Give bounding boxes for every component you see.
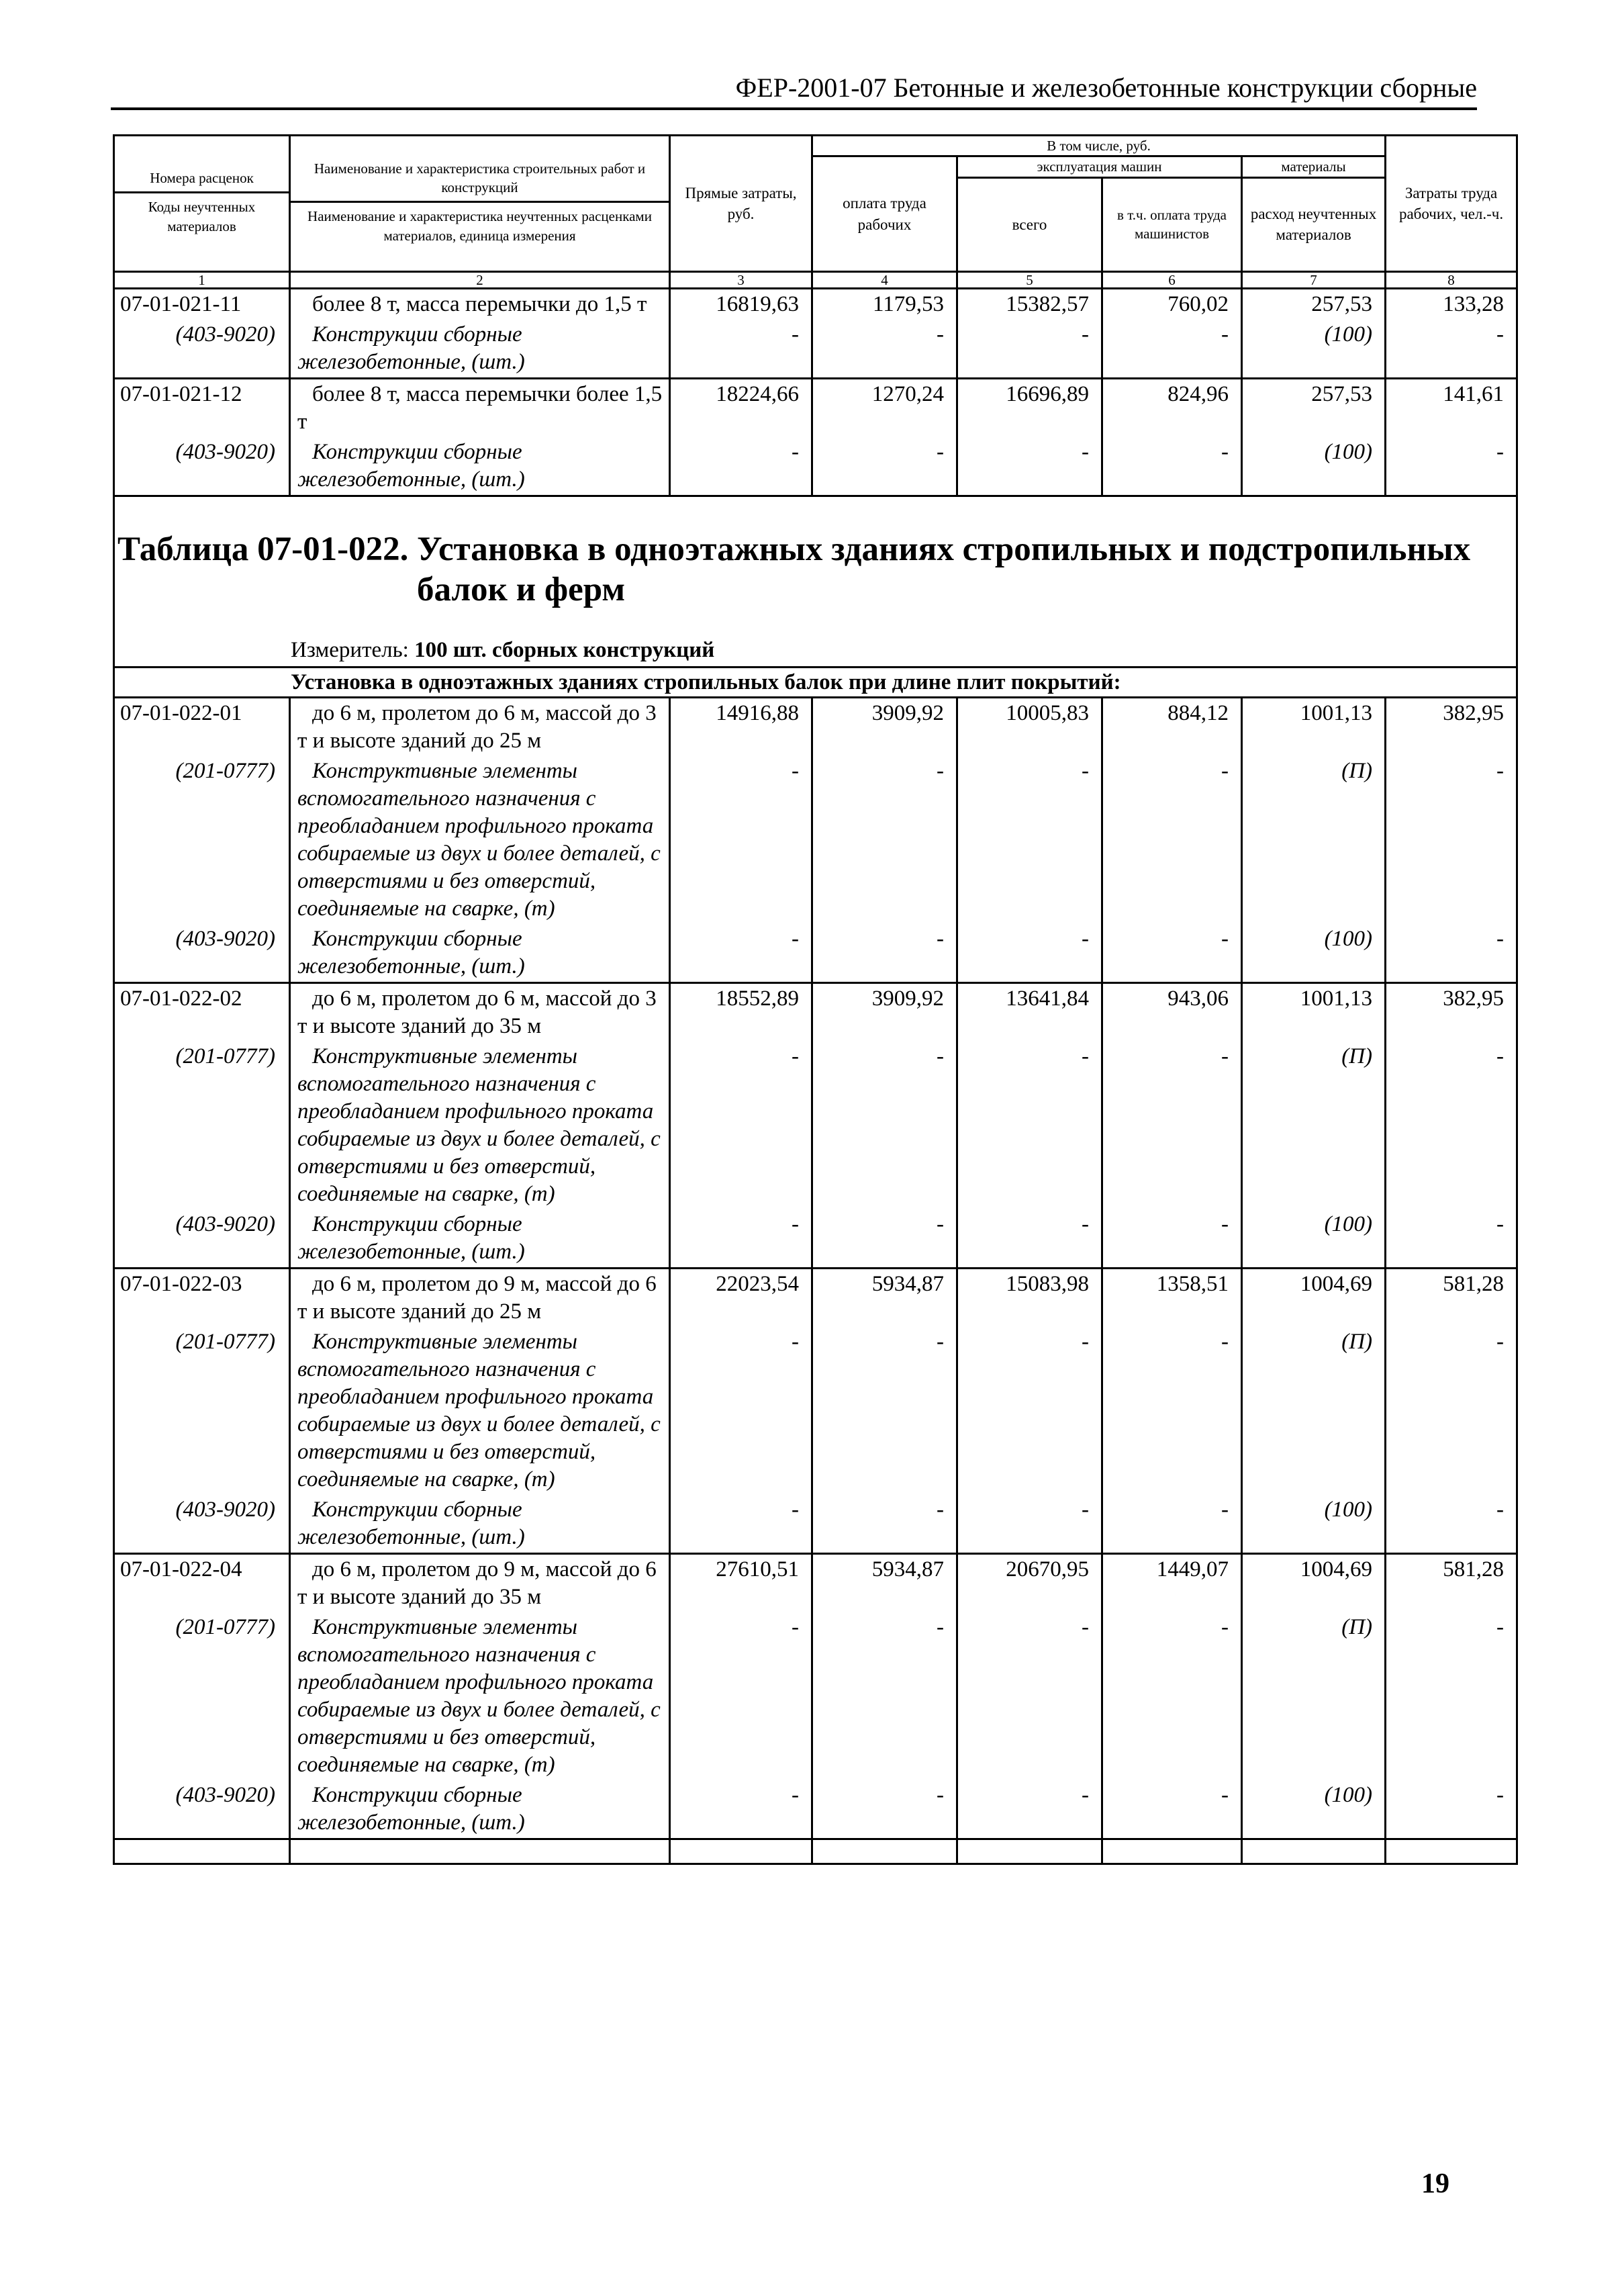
value-cell: - — [1102, 1780, 1242, 1839]
value-cell: - — [670, 1495, 812, 1554]
value-cell: - — [1386, 1495, 1517, 1554]
value-cell: - — [670, 1780, 812, 1839]
value-cell: - — [670, 756, 812, 924]
rate-description: до 6 м, пролетом до 6 м, массой до 3 т и высоте зданий до 35 м — [297, 986, 657, 1038]
value-cell: - — [1386, 1209, 1517, 1269]
rate-code: 07-01-021-12 — [114, 378, 290, 437]
table-row — [114, 1780, 1517, 1839]
value-cell: 3909,92 — [812, 697, 957, 756]
table-row — [114, 1268, 1517, 1327]
rate-code: 07-01-022-03 — [114, 1268, 290, 1327]
value-cell: (100) — [1242, 924, 1386, 983]
value-cell: - — [1386, 1327, 1517, 1495]
value-cell: - — [670, 1209, 812, 1269]
value-cell: - — [812, 1209, 957, 1269]
value-cell: 581,28 — [1386, 1268, 1517, 1327]
value-cell: - — [1102, 1612, 1242, 1780]
value-cell: - — [1386, 1780, 1517, 1839]
material-code: (403-9020) — [114, 1209, 290, 1269]
value-cell: 1004,69 — [1242, 1553, 1386, 1612]
material-code: (403-9020) — [114, 1780, 290, 1839]
value-cell: 382,95 — [1386, 982, 1517, 1042]
col3-header: Прямые затраты, руб. — [670, 136, 812, 272]
value-cell: - — [1386, 756, 1517, 924]
running-header — [111, 73, 1477, 110]
value-cell: - — [1102, 1495, 1242, 1554]
value-cell: - — [1386, 1042, 1517, 1209]
value-cell: - — [670, 1042, 812, 1209]
value-cell: 382,95 — [1386, 697, 1517, 756]
rate-description: более 8 т, масса перемычки до 1,5 т — [312, 291, 647, 316]
table2-title-row — [114, 496, 1517, 667]
value-cell: (П) — [1242, 1042, 1386, 1209]
value-cell: - — [812, 924, 957, 983]
value-cell: (П) — [1242, 1612, 1386, 1780]
value-cell: 884,12 — [1102, 697, 1242, 756]
value-cell: 1004,69 — [1242, 1268, 1386, 1327]
value-cell: - — [1102, 1327, 1242, 1495]
value-cell: - — [812, 756, 957, 924]
value-cell: 1449,07 — [1102, 1553, 1242, 1612]
rate-description: до 6 м, пролетом до 9 м, массой до 6 т и высоте зданий до 25 м — [297, 1271, 657, 1324]
value-cell: 15083,98 — [957, 1268, 1102, 1327]
table-row — [114, 1327, 1517, 1495]
table-row — [114, 1612, 1517, 1780]
material-code: (403-9020) — [114, 1495, 290, 1554]
running-header-title: ФЕР-2001-07 Бетонные и железобетонные конструкции сборные — [735, 73, 1477, 103]
material-code: (201-0777) — [114, 1612, 290, 1780]
material-description: Конструктивные элементы вспомогательного назначения с преобладанием профильного проката собираемые из двух и более деталей, с отверстиями и без отверстий, соединяемые на сварке, (т) — [297, 758, 661, 921]
material-description: Конструктивные элементы вспомогательного назначения с преобладанием профильного проката собираемые из двух и более деталей, с отверстиями и без отверстий, соединяемые на сварке, (т) — [297, 1614, 661, 1777]
value-cell: - — [957, 1495, 1102, 1554]
rate-description: до 6 м, пролетом до 9 м, массой до 6 т и высоте зданий до 35 м — [297, 1557, 657, 1609]
material-description: Конструктивные элементы вспомогательного назначения с преобладанием профильного проката собираемые из двух и более деталей, с отверстиями и без отверстий, соединяемые на сварке, (т) — [297, 1329, 661, 1491]
value-cell: - — [812, 1327, 957, 1495]
materials-header: материалы — [1242, 156, 1386, 177]
value-cell: 18552,89 — [670, 982, 812, 1042]
value-cell: - — [670, 1327, 812, 1495]
value-cell: - — [1102, 924, 1242, 983]
value-cell: - — [670, 1612, 812, 1780]
value-cell: 1358,51 — [1102, 1268, 1242, 1327]
col8-header: Затраты труда рабочих, чел.-ч. — [1386, 136, 1517, 272]
material-description: Конструкции сборные железобетонные, (шт.) — [297, 1211, 525, 1264]
material-code: (201-0777) — [114, 1327, 290, 1495]
rate-description: до 6 м, пролетом до 6 м, массой до 3 т и высоте зданий до 25 м — [297, 700, 657, 753]
table-row — [114, 1042, 1517, 1209]
value-cell: - — [812, 1042, 957, 1209]
table-row: (403-9020) Конструкции сборные железобетонные, (шт.) - - - - (100) - — [114, 320, 1517, 379]
value-cell: - — [1102, 1209, 1242, 1269]
value-cell: 27610,51 — [670, 1553, 812, 1612]
table2-title: Таблица 07-01-022. Установка в одноэтажных зданиях стропильных и подстропильных балок и ферм — [117, 530, 1471, 608]
material-code: (403-9020) — [114, 320, 290, 379]
material-description: Конструкции сборные железобетонные, (шт.) — [297, 1782, 525, 1835]
rate-code: 07-01-022-04 — [114, 1553, 290, 1612]
value-cell: 3909,92 — [812, 982, 957, 1042]
column-number-row: 1 2 3 4 5 6 7 8 — [114, 271, 1517, 288]
value-cell: - — [957, 1780, 1102, 1839]
material-code: (403-9020) — [114, 437, 290, 496]
col5-header: всего — [957, 177, 1102, 271]
material-description: Конструкции сборные железобетонные, (шт.) — [297, 439, 525, 492]
rate-description: более 8 т, масса перемычки более 1,5 т — [297, 381, 663, 434]
col2-header: Наименование и характеристика строительных работ и конструкций Наименование и характеристика неучтенных расценками материалов, единица измерения — [290, 136, 670, 272]
value-cell: 943,06 — [1102, 982, 1242, 1042]
value-cell: - — [957, 1042, 1102, 1209]
value-cell: - — [957, 1612, 1102, 1780]
table-row — [114, 756, 1517, 924]
incl-header: В том числе, руб. — [812, 136, 1386, 156]
value-cell: (100) — [1242, 1495, 1386, 1554]
col7-header: расход неучтенных материалов — [1242, 177, 1386, 271]
value-cell: (100) — [1242, 1780, 1386, 1839]
value-cell: (П) — [1242, 1327, 1386, 1495]
value-cell: (П) — [1242, 756, 1386, 924]
value-cell: 1001,13 — [1242, 982, 1386, 1042]
value-cell: - — [957, 756, 1102, 924]
material-description: Конструкции сборные железобетонные, (шт.) — [297, 322, 525, 374]
value-cell: - — [1386, 1612, 1517, 1780]
rate-code: 07-01-021-11 — [114, 288, 290, 320]
value-cell: - — [957, 1209, 1102, 1269]
rate-code: 07-01-022-01 — [114, 697, 290, 756]
material-description: Конструкции сборные железобетонные, (шт.) — [297, 1497, 525, 1549]
value-cell: 5934,87 — [812, 1553, 957, 1612]
col4-header: оплата труда рабочих — [812, 156, 957, 271]
value-cell: 20670,95 — [957, 1553, 1102, 1612]
table2-section: Установка в одноэтажных зданиях стропильных балок при длине плит покрытий: — [114, 667, 1517, 697]
material-code: (201-0777) — [114, 756, 290, 924]
table-row — [114, 1839, 1517, 1864]
col6-header: в т.ч. оплата труда машинистов — [1102, 177, 1242, 271]
table-row: 07-01-021-11 более 8 т, масса перемычки до 1,5 т 16819,63 1179,53 15382,57 760,02 257,53 133,28 — [114, 288, 1517, 320]
value-cell: 22023,54 — [670, 1268, 812, 1327]
table-row — [114, 924, 1517, 983]
table-row — [114, 1495, 1517, 1554]
value-cell: 10005,83 — [957, 697, 1102, 756]
rate-code: 07-01-022-02 — [114, 982, 290, 1042]
value-cell: 581,28 — [1386, 1553, 1517, 1612]
col1-header: Номера расценок Коды неучтенных материалов — [114, 136, 290, 272]
value-cell: - — [957, 924, 1102, 983]
value-cell: - — [1386, 924, 1517, 983]
value-cell: (100) — [1242, 1209, 1386, 1269]
value-cell: - — [1102, 1042, 1242, 1209]
table-row — [114, 1553, 1517, 1612]
table-row — [114, 1209, 1517, 1269]
value-cell: - — [812, 1780, 957, 1839]
rates-table — [113, 134, 1518, 1865]
table-row: (403-9020) Конструкции сборные железобетонные, (шт.) - - - - (100) - — [114, 437, 1517, 496]
table2-measure: Измеритель: 100 шт. сборных конструкций — [291, 637, 715, 662]
table-row: 07-01-021-12 более 8 т, масса перемычки более 1,5 т 18224,66 1270,24 16696,89 824,96 257,53 141,61 — [114, 378, 1517, 437]
value-cell: 5934,87 — [812, 1268, 957, 1327]
value-cell: 13641,84 — [957, 982, 1102, 1042]
material-code: (201-0777) — [114, 1042, 290, 1209]
value-cell: - — [1102, 756, 1242, 924]
material-description: Конструктивные элементы вспомогательного назначения с преобладанием профильного проката собираемые из двух и более деталей, с отверстиями и без отверстий, соединяемые на сварке, (т) — [297, 1044, 661, 1206]
material-description: Конструкции сборные железобетонные, (шт.) — [297, 926, 525, 978]
value-cell: - — [812, 1495, 957, 1554]
table-row — [114, 982, 1517, 1042]
value-cell: 1001,13 — [1242, 697, 1386, 756]
exploit-header: эксплуатация машин — [957, 156, 1242, 177]
value-cell: 14916,88 — [670, 697, 812, 756]
value-cell: - — [812, 1612, 957, 1780]
page-number: 19 — [1421, 2168, 1449, 2199]
value-cell: - — [670, 924, 812, 983]
table-row — [114, 697, 1517, 756]
value-cell: - — [957, 1327, 1102, 1495]
material-code: (403-9020) — [114, 924, 290, 983]
